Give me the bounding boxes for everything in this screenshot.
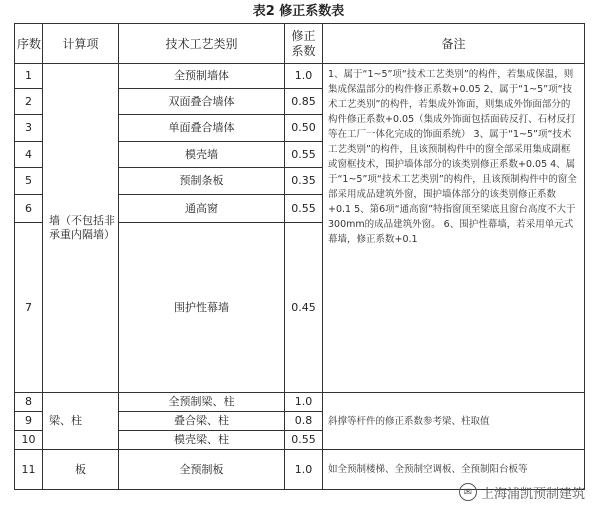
row-coefficient: 0.55 (285, 431, 323, 450)
notes-beam: 斜撑等杆件的修正系数参考梁、柱取值 (323, 393, 585, 450)
row-category: 双面叠合墙体 (119, 89, 285, 115)
row-coefficient: 0.50 (285, 115, 323, 142)
row-category: 模壳梁、柱 (119, 431, 285, 450)
group-beam: 梁、柱 (43, 393, 119, 450)
row-index: 3 (15, 115, 43, 142)
row-category: 全预制梁、柱 (119, 393, 285, 412)
watermark-text: 上海浦凯预制建筑 (480, 486, 585, 502)
row-index: 8 (15, 393, 43, 412)
header-item: 计算项 (43, 24, 119, 64)
row-coefficient: 1.0 (285, 64, 323, 89)
header-category: 技术工艺类别 (119, 24, 285, 64)
table-title: 表2 修正系数表 (252, 4, 345, 19)
row-category: 模壳墙 (119, 142, 285, 168)
row-category: 围护性幕墙 (119, 223, 285, 393)
row-coefficient: 0.45 (285, 223, 323, 393)
table-row (15, 393, 585, 412)
watermark (459, 481, 585, 503)
row-index: 11 (15, 450, 43, 490)
row-category: 通高窗 (119, 195, 285, 223)
row-index: 5 (15, 168, 43, 195)
group-wall: 墙（不包括非承重内隔墙） (43, 64, 119, 393)
row-index: 6 (15, 195, 43, 223)
row-category: 单面叠合墙体 (119, 115, 285, 142)
row-index: 2 (15, 89, 43, 115)
row-category: 全预制墙体 (119, 64, 285, 89)
row-index: 1 (15, 64, 43, 89)
row-coefficient: 0.8 (285, 412, 323, 431)
row-coefficient: 0.55 (285, 195, 323, 223)
table-header-row (15, 24, 585, 64)
header-coefficient: 修正系数 (285, 24, 323, 64)
row-coefficient: 0.85 (285, 89, 323, 115)
group-slab: 板 (43, 450, 119, 490)
notes-wall: 1、属于“1~5”项“技术工艺类别”的构件，若集成保温，则集成保温部分的构件修正系数+0.05 2、属于“1~5”项“技术工艺类别”的构件，若集成外饰面，则集成外饰面部分的构件修正系数+0.05（集成外饰面包括面砖反打、石材反打等在工厂一体化完成的饰面系统） 3、属于“1~5”项“技术工艺类别”的构件，且该预制构件中的窗全部采用集成副框或窗框技术，围护墙体部分的该类别修正系数+0.05 4、属于“1~5”项“技术工艺类别”的构件，且该预制构件中的窗全部采用成品建筑外窗，围护墙体部分的该类别修正系数+0.1 5、第6项“通高窗”特指窗顶至梁底且窗台高度不大于300mm的成品建筑外窗。 6、围护性幕墙，若采用单元式幕墙，修正系数+0.1 (323, 64, 585, 393)
row-index: 10 (15, 431, 43, 450)
coefficient-table (14, 23, 585, 490)
row-index: 4 (15, 142, 43, 168)
notes-slab: 如全预制楼梯、全预制空调板、全预制阳台板等 (323, 450, 585, 490)
row-index: 7 (15, 223, 43, 393)
wechat-logo-icon: ✉ (459, 483, 477, 501)
row-category: 全预制板 (119, 450, 285, 490)
row-category: 叠合梁、柱 (119, 412, 285, 431)
row-index: 9 (15, 412, 43, 431)
table-row (15, 64, 585, 89)
header-index: 序数 (15, 24, 43, 64)
row-coefficient: 0.35 (285, 168, 323, 195)
row-coefficient: 1.0 (285, 393, 323, 412)
header-notes: 备注 (323, 24, 585, 64)
row-coefficient: 1.0 (285, 450, 323, 490)
row-category: 预制条板 (119, 168, 285, 195)
row-coefficient: 0.55 (285, 142, 323, 168)
